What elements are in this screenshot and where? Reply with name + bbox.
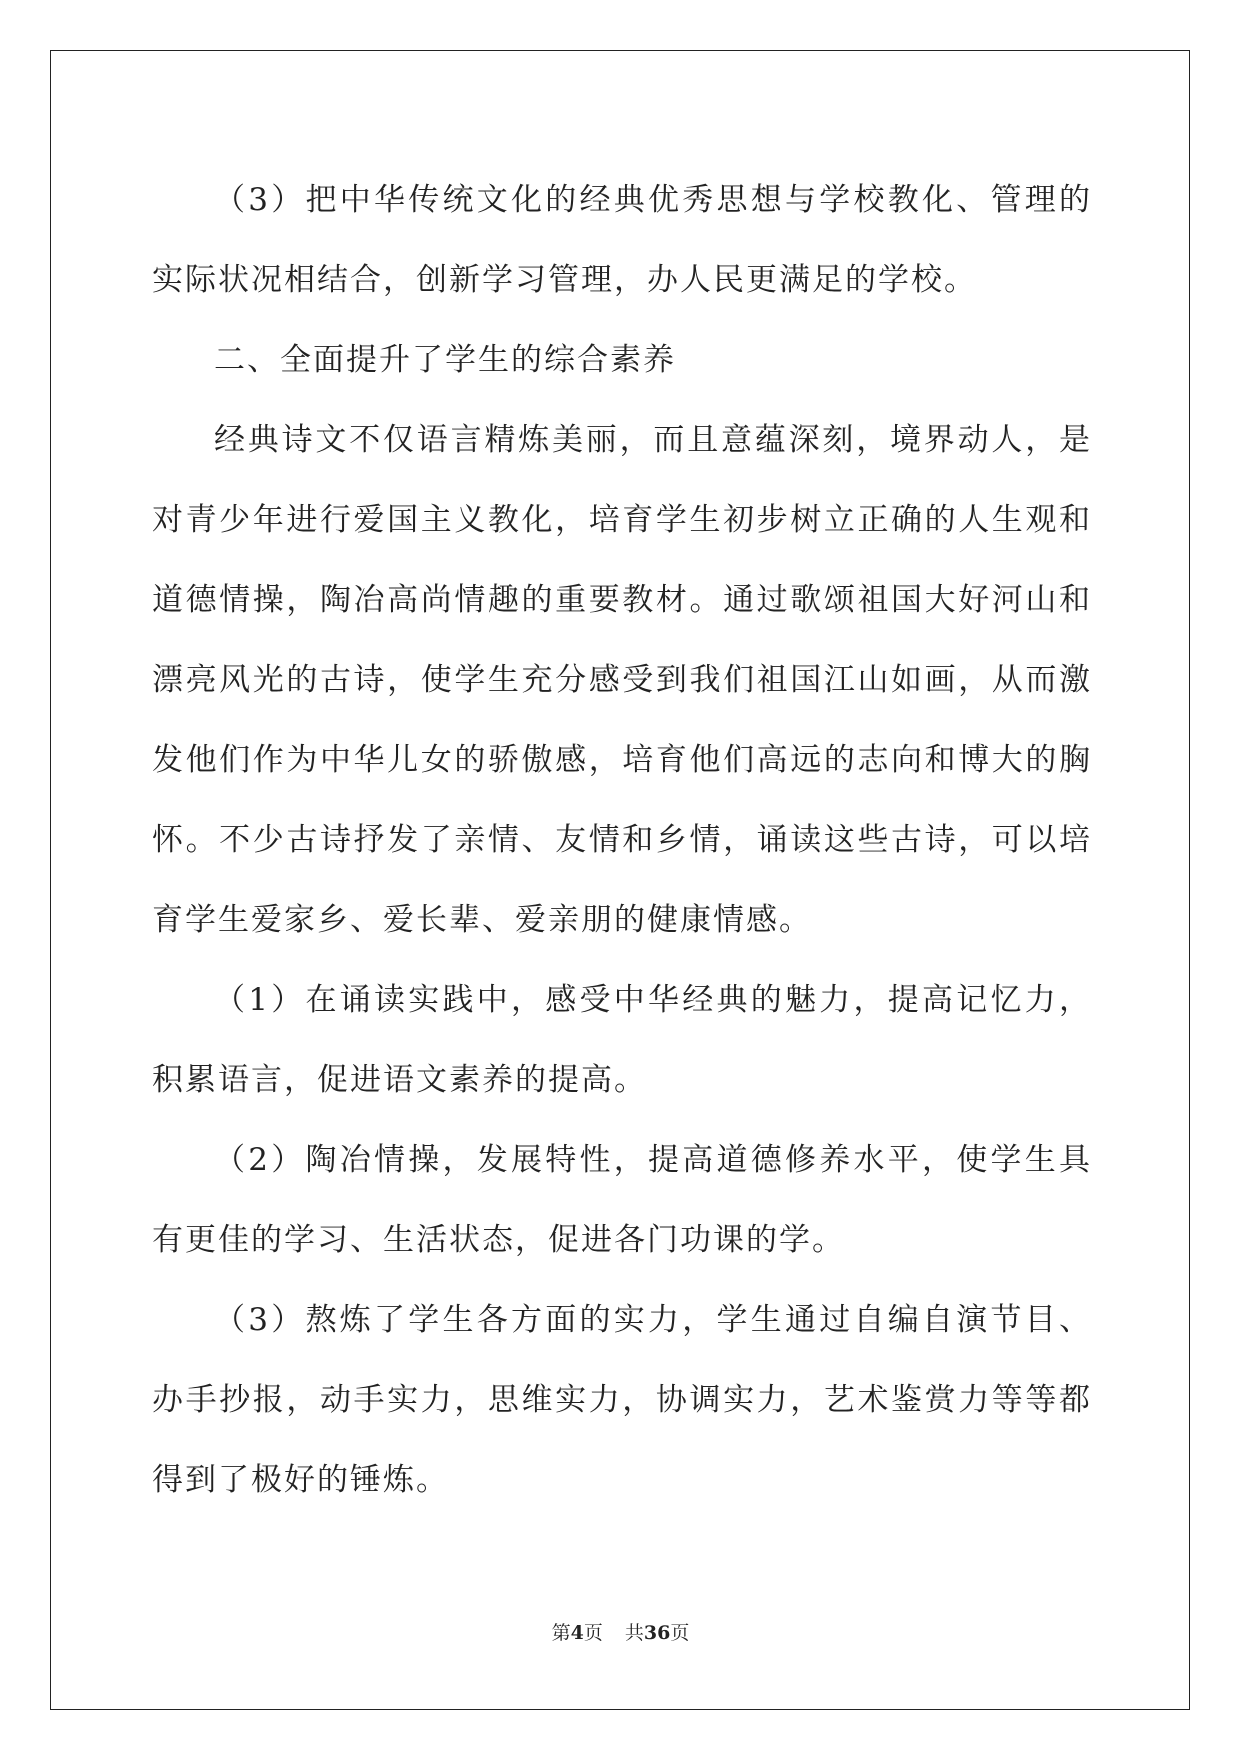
current-page-number: 4 [570,1622,584,1644]
page-number-footer [0,1618,1241,1645]
paragraph: （3）把中华传统文化的经典优秀思想与学校教化、管理的实际状况相结合，创新学习管理，办人民更满足的学校。 [152,182,1092,298]
footer-total-prefix: 共 [624,1622,644,1644]
document-body [152,160,1092,1520]
paragraph: （1）在诵读实践中，感受中华经典的魅力，提高记忆力，积累语言，促进语文素养的提高。 [152,982,1092,1098]
footer-page-suffix: 页 [583,1622,603,1644]
paragraph: （2）陶冶情操，发展特性，提高道德修养水平，使学生具有更佳的学习、生活状态，促进各门功课的学。 [152,1142,1092,1258]
paragraph: （3）熬炼了学生各方面的实力，学生通过自编自演节目、办手抄报，动手实力，思维实力，协调实力，艺术鉴赏力等等都得到了极好的锤炼。 [152,1302,1092,1498]
section-heading: 二、全面提升了学生的综合素养 [214,342,676,378]
total-page-count: 36 [643,1622,671,1644]
paragraph: 经典诗文不仅语言精炼美丽，而且意蕴深刻，境界动人，是对青少年进行爱国主义教化，培育学生初步树立正确的人生观和道德情操，陶冶高尚情趣的重要教材。通过歌颂祖国大好河山和漂亮风光的古诗，使学生充分感受到我们祖国江山如画，从而激发他们作为中华儿女的骄傲感，培育他们高远的志向和博大的胸怀。不少古诗抒发了亲情、友情和乡情，诵读这些古诗，可以培育学生爱家乡、爱长辈、爱亲朋的健康情感。 [152,422,1092,938]
footer-prefix: 第 [551,1622,571,1644]
footer-total-suffix: 页 [670,1622,690,1644]
